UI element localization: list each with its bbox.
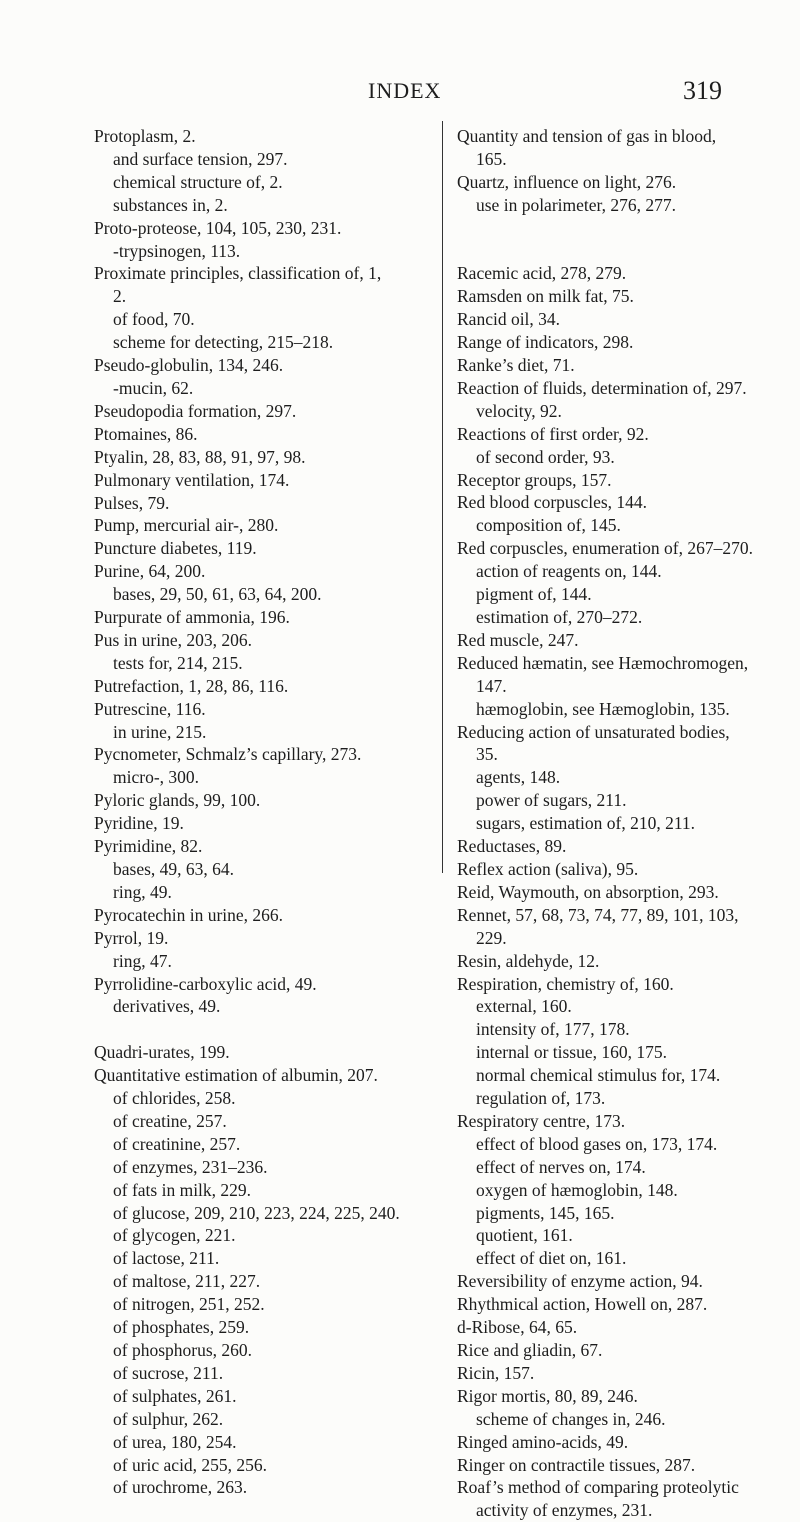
- index-entry-main: Ricin, 157.: [457, 1362, 535, 1383]
- index-entry-sub: agents, 148.: [476, 767, 561, 788]
- index-entry-main: Rennet, 57, 68, 73, 74, 77, 89, 101, 103,: [457, 904, 739, 925]
- index-entry-sub: of sulphates, 261.: [113, 1385, 237, 1406]
- index-entry-sub: internal or tissue, 160, 175.: [476, 1042, 668, 1063]
- index-entry-main: Quantitative estimation of albumin, 207.: [94, 1065, 378, 1086]
- index-entry-main: Quantity and tension of gas in blood,: [457, 126, 717, 146]
- index-entry-main: Pyrimidine, 82.: [94, 836, 203, 857]
- index-entry-sub: of uric acid, 255, 256.: [113, 1454, 268, 1475]
- index-entry-main: Pus in urine, 203, 206.: [94, 629, 252, 650]
- index-entry-main: Pyrrolidine-carboxylic acid, 49.: [94, 973, 317, 994]
- index-entry-sub: of nitrogen, 251, 252.: [113, 1294, 265, 1315]
- index-entry-sub: sugars, estimation of, 210, 211.: [476, 813, 696, 834]
- index-entry-main: Pyrocatechin in urine, 266.: [94, 904, 284, 925]
- index-entry-main: Respiratory centre, 173.: [457, 1110, 626, 1131]
- index-entry-main: Resin, aldehyde, 12.: [457, 950, 600, 971]
- index-entry-sub: hæmoglobin, see Hæmoglobin, 135.: [476, 698, 730, 719]
- index-entry-sub: of sucrose, 211.: [113, 1362, 224, 1383]
- index-entry-main: Rancid oil, 34.: [457, 309, 561, 330]
- index-entry-main: d-Ribose, 64, 65.: [457, 1317, 578, 1338]
- index-entry-sub: of urea, 180, 254.: [113, 1431, 237, 1452]
- index-entry-sub: power of sugars, 211.: [476, 790, 627, 811]
- index-entry-main: Proximate principles, classification of, 1,: [94, 263, 382, 284]
- index-entry-main: Proto-proteose, 104, 105, 230, 231.: [94, 217, 342, 238]
- index-entry-sub: of phosphates, 259.: [113, 1317, 250, 1338]
- page-header: [0, 78, 800, 106]
- index-entry-sub: substances in, 2.: [113, 194, 228, 215]
- index-entry-main: Quadri-urates, 199.: [94, 1042, 230, 1063]
- index-entry-sub: pigments, 145, 165.: [476, 1202, 615, 1223]
- index-entry-sub: action of reagents on, 144.: [476, 561, 662, 582]
- index-entry-sub: -mucin, 62.: [113, 377, 194, 398]
- index-entry-sub: use in polarimeter, 276, 277.: [476, 194, 677, 215]
- column-divider: [442, 121, 443, 873]
- index-entry-sub: effect of diet on, 161.: [476, 1248, 627, 1269]
- index-entry-sub: of fats in milk, 229.: [113, 1179, 252, 1200]
- index-entry-main: Ptyalin, 28, 83, 88, 91, 97, 98.: [94, 446, 306, 467]
- index-entry-main: Reduced hæmatin, see Hæmochromogen,: [457, 652, 749, 673]
- index-entry-main: Rhythmical action, Howell on, 287.: [457, 1294, 708, 1315]
- index-entry-sub: of glucose, 209, 210, 223, 224, 225, 240.: [113, 1202, 400, 1223]
- index-entry-sub: of creatinine, 257.: [113, 1133, 241, 1154]
- index-entry-main: Reactions of first order, 92.: [457, 423, 649, 444]
- index-entry-main: Pulmonary ventilation, 174.: [94, 469, 290, 490]
- index-entry-sub: micro-, 300.: [113, 767, 200, 788]
- index-entry-sub: in urine, 215.: [113, 721, 207, 742]
- index-entry-main: Respiration, chemistry of, 160.: [457, 973, 674, 994]
- index-entry-sub: of phosphorus, 260.: [113, 1340, 253, 1361]
- index-entry-sub: composition of, 145.: [476, 515, 621, 536]
- index-entry-main: Ranke’s diet, 71.: [457, 355, 575, 376]
- index-entry-sub: normal chemical stimulus for, 174.: [476, 1065, 721, 1086]
- index-entry-main: Rigor mortis, 80, 89, 246.: [457, 1385, 638, 1406]
- index-entry-cont: 147.: [476, 675, 507, 696]
- index-entry-main: Red blood corpuscles, 144.: [457, 492, 648, 513]
- index-entry-main: Putrescine, 116.: [94, 698, 206, 719]
- index-entry-sub: external, 160.: [476, 996, 572, 1017]
- index-entry-main: Putrefaction, 1, 28, 86, 116.: [94, 675, 289, 696]
- index-entry-sub: bases, 29, 50, 61, 63, 64, 200.: [113, 584, 322, 605]
- index-entry-main: Reversibility of enzyme action, 94.: [457, 1271, 703, 1292]
- index-entry-sub: effect of nerves on, 174.: [476, 1156, 646, 1177]
- index-entry-main: Roaf’s method of comparing proteolytic: [457, 1477, 739, 1498]
- index-entry-gap: [457, 217, 763, 240]
- index-entry-main: Quartz, influence on light, 276.: [457, 171, 677, 192]
- index-entry-sub: quotient, 161.: [476, 1225, 573, 1246]
- index-entry-main: Puncture diabetes, 119.: [94, 538, 257, 559]
- index-entry-cont: 165.: [476, 148, 507, 169]
- index-entry-main: Purpurate of ammonia, 196.: [94, 607, 290, 628]
- index-entry-sub: effect of blood gases on, 173, 174.: [476, 1133, 718, 1154]
- index-entry-main: Receptor groups, 157.: [457, 469, 612, 490]
- index-entry-main: Pycnometer, Schmalz’s capillary, 273.: [94, 744, 362, 765]
- index-entry-main: Reductases, 89.: [457, 836, 567, 857]
- index-entry-main: Ringer on contractile tissues, 287.: [457, 1454, 696, 1475]
- index-entry-sub: of sulphur, 262.: [113, 1408, 224, 1429]
- index-entry-sub: pigment of, 144.: [476, 584, 592, 605]
- index-entry-sub: of chlorides, 258.: [113, 1088, 236, 1109]
- index-entry-main: Reflex action (saliva), 95.: [457, 858, 639, 879]
- index-entry-sub: derivatives, 49.: [113, 996, 221, 1017]
- index-entry-sub: of maltose, 211, 227.: [113, 1271, 261, 1292]
- index-entry-sub: regulation of, 173.: [476, 1088, 606, 1109]
- index-entry-sub: of second order, 93.: [476, 446, 615, 467]
- index-entry-gap: [457, 240, 763, 263]
- index-entry-cont: 2.: [113, 286, 127, 307]
- index-entry-main: Protoplasm, 2.: [94, 126, 196, 146]
- index-entry-main: Reid, Waymouth, on absorption, 293.: [457, 881, 719, 902]
- index-entry-main: Red muscle, 247.: [457, 629, 579, 650]
- index-entry-sub: of food, 70.: [113, 309, 195, 330]
- index-entry-sub: ring, 49.: [113, 881, 172, 902]
- index-column-left: [94, 125, 434, 1499]
- index-entry-main: Ramsden on milk fat, 75.: [457, 286, 634, 307]
- index-entry-sub: chemical structure of, 2.: [113, 171, 283, 192]
- index-entry-sub: intensity of, 177, 178.: [476, 1019, 630, 1040]
- index-entry-main: Racemic acid, 278, 279.: [457, 263, 627, 284]
- index-entry-sub: scheme for detecting, 215–218.: [113, 332, 334, 353]
- index-column-right: [457, 125, 763, 1522]
- index-entry-main: Purine, 64, 200.: [94, 561, 206, 582]
- index-entry-sub: oxygen of hæmoglobin, 148.: [476, 1179, 678, 1200]
- index-entry-sub: velocity, 92.: [476, 400, 562, 421]
- index-entry-main: Pulses, 79.: [94, 492, 170, 513]
- index-entry-sub: -trypsinogen, 113.: [113, 240, 241, 261]
- index-entry-sub: tests for, 214, 215.: [113, 652, 243, 673]
- index-entry-main: Pseudopodia formation, 297.: [94, 400, 297, 421]
- index-entry-sub: and surface tension, 297.: [113, 148, 288, 169]
- index-entry-main: Range of indicators, 298.: [457, 332, 634, 353]
- index-entry-main: Rice and gliadin, 67.: [457, 1340, 603, 1360]
- index-entry-sub: of creatine, 257.: [113, 1110, 227, 1131]
- index-entry-cont: 35.: [476, 744, 498, 765]
- index-entry-gap: [94, 1018, 434, 1041]
- index-entry-sub: ring, 47.: [113, 950, 172, 971]
- index-entry-main: Ptomaines, 86.: [94, 423, 198, 444]
- running-title: INDEX: [368, 78, 442, 103]
- page-number: 319: [683, 76, 722, 105]
- index-entry-sub: of enzymes, 231–236.: [113, 1156, 268, 1177]
- index-entry-sub: of urochrome, 263.: [113, 1477, 248, 1498]
- index-entry-main: Pump, mercurial air-, 280.: [94, 515, 279, 536]
- index-entry-main: Pyridine, 19.: [94, 813, 184, 834]
- index-entry-main: Pseudo-globulin, 134, 246.: [94, 355, 284, 376]
- index-entry-sub: scheme of changes in, 246.: [476, 1408, 666, 1429]
- index-entry-sub: of lactose, 211.: [113, 1248, 220, 1269]
- index-entry-sub: bases, 49, 63, 64.: [113, 859, 235, 879]
- index-entry-main: Pyloric glands, 99, 100.: [94, 790, 261, 811]
- index-entry-main: Reaction of fluids, determination of, 297.: [457, 377, 747, 398]
- index-entry-main: Red corpuscles, enumeration of, 267–270.: [457, 538, 753, 559]
- index-entry-sub: estimation of, 270–272.: [476, 607, 643, 627]
- index-entry-main: Reducing action of unsaturated bodies,: [457, 721, 730, 742]
- index-entry-sub: of glycogen, 221.: [113, 1225, 236, 1246]
- index-entry-main: Pyrrol, 19.: [94, 927, 169, 948]
- index-entry-main: Ringed amino-acids, 49.: [457, 1431, 629, 1452]
- index-entry-cont: 229.: [476, 927, 507, 948]
- index-entry-sub: activity of enzymes, 231.: [476, 1500, 653, 1521]
